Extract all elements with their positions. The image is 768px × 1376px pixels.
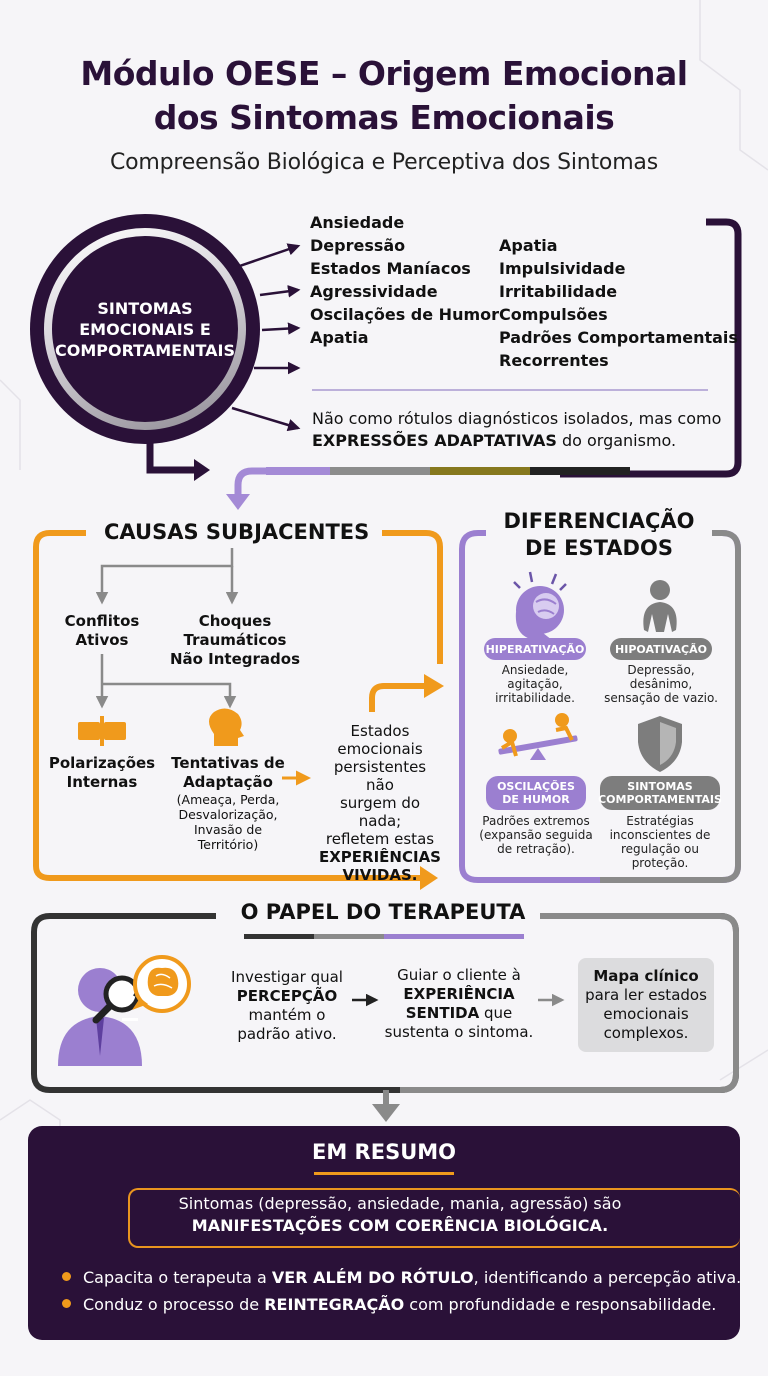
- symptom-item: Estados Maníacos: [310, 259, 471, 278]
- page-subtitle: Compreensão Biológica e Perceptiva dos Sintomas: [110, 150, 658, 175]
- therapist-step-3: Mapa clínico para ler estados emocionais complexos.: [578, 958, 714, 1052]
- badge-hiperativacao: HIPERATIVAÇÃO: [484, 638, 586, 660]
- polarization-icon: [78, 716, 126, 746]
- therapist-step-2: Guiar o cliente à EXPERIÊNCIA SENTIDA que sustenta o sintoma.: [384, 966, 534, 1041]
- causes-title: CAUSAS SUBJACENTES: [96, 520, 377, 544]
- therapist-title: O PAPEL DO TERAPEUTA: [228, 900, 538, 924]
- symptoms-circle-label: SINTOMAS EMOCIONAIS E COMPORTAMENTAIS: [52, 236, 238, 422]
- therapist-magnifier-icon: [58, 957, 189, 1066]
- differentiation-title: DIFERENCIAÇÃO DE ESTADOS: [486, 508, 712, 562]
- badge-oscilacoes: OSCILAÇÕES DE HUMOR: [486, 776, 586, 810]
- sad-person-icon: [643, 580, 676, 632]
- symptom-item: Agressividade: [310, 282, 438, 301]
- desc-sintomas-comportamentais: Estratégias inconscientes de regulação ou proteção.: [609, 814, 711, 870]
- shield-icon: [638, 716, 682, 772]
- desc-oscilacoes: Padrões extremos (expansão seguida de retração).: [479, 814, 593, 856]
- node-tentativas: Tentativas de Adaptação (Ameaça, Perda, Desvalorização, Invasão de Território): [171, 754, 285, 852]
- desc-hipoativacao: Depressão, desânimo, sensação de vazio.: [604, 663, 718, 705]
- summary-bullet: Capacita o terapeuta a VER ALÉM DO RÓTULO, identificando a percepção ativa.: [62, 1264, 742, 1291]
- badge-sintomas-comportamentais: SINTOMAS COMPORTAMENTAIS: [600, 776, 720, 810]
- symptom-item: Compulsões: [499, 305, 608, 324]
- symptom-item: Apatia: [499, 236, 558, 255]
- symptom-item: Impulsividade: [499, 259, 626, 278]
- head-silhouette-icon: [209, 708, 244, 746]
- symptom-list-2: [499, 234, 738, 372]
- therapist-step-1: Investigar qual PERCEPÇÃO mantém o padrão ativo.: [231, 968, 343, 1043]
- symptom-item: Irritabilidade: [499, 282, 618, 301]
- summary-bullets: [62, 1264, 742, 1318]
- seesaw-icon: [498, 713, 578, 760]
- symptom-item: Padrões Comportamentais: [499, 328, 738, 347]
- node-conflitos: Conflitos Ativos: [64, 612, 140, 649]
- summary-bullet: Conduz o processo de REINTEGRAÇÃO com profundidade e responsabilidade.: [62, 1291, 742, 1318]
- symptoms-note: Não como rótulos diagnósticos isolados, mas como EXPRESSÕES ADAPTATIVAS do organismo.: [312, 409, 722, 450]
- page-title: Módulo OESE – Origem Emocional dos Sintomas Emocionais: [80, 54, 688, 137]
- symptom-item: Oscilações de Humor: [310, 305, 500, 324]
- desc-hiperativacao: Ansiedade, agitação, irritabilidade.: [495, 663, 575, 705]
- symptom-item: Recorrentes: [499, 351, 609, 370]
- node-polarizacoes: Polarizações Internas: [48, 754, 156, 791]
- symptom-list-1: [310, 211, 499, 349]
- node-choques: Choques Traumáticos Não Integrados: [169, 612, 301, 668]
- summary-main: Sintomas (depressão, ansiedade, mania, agressão) são MANIFESTAÇÕES COM COERÊNCIA BIOLÓGICA.: [178, 1194, 622, 1235]
- symptom-item: Ansiedade: [310, 213, 405, 232]
- symptom-item: Depressão: [310, 236, 406, 255]
- summary-title: EM RESUMO: [312, 1140, 456, 1164]
- symptom-item: Apatia: [310, 328, 369, 347]
- estados-text: Estados emocionais persistentes não surgem do nada; refletem estas EXPERIÊNCIAS VIVIDAS.: [319, 722, 441, 884]
- badge-hipoativacao: HIPOATIVAÇÃO: [610, 638, 712, 660]
